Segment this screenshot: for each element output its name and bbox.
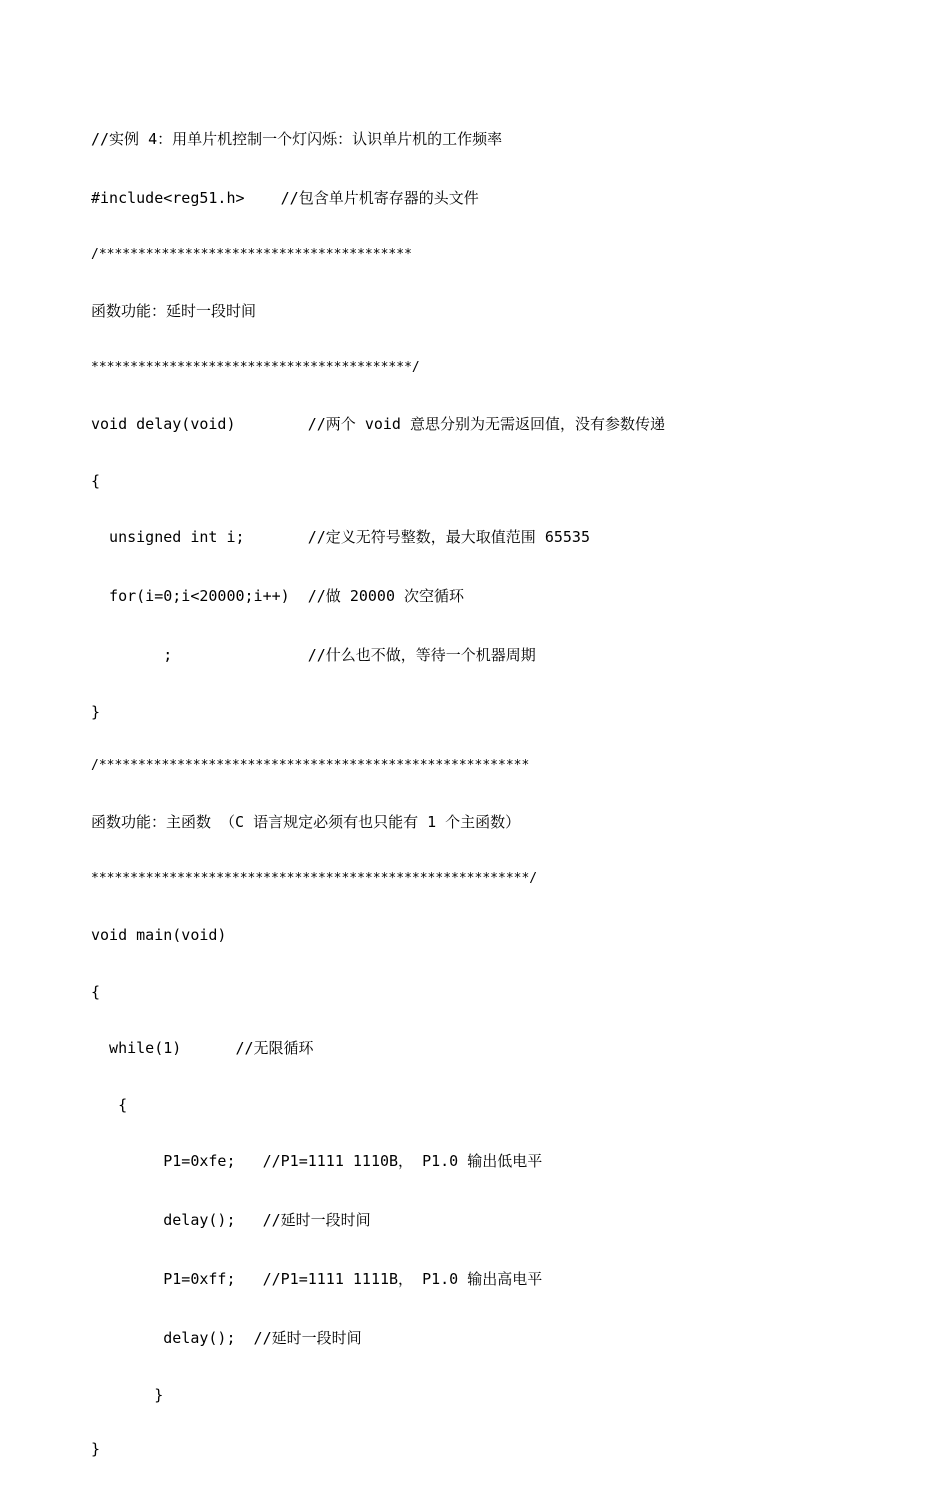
- while-loop-line: while(1) //无限循环: [91, 1039, 314, 1057]
- open-brace-line: {: [91, 983, 101, 1001]
- statement-line: P1=0xff; //P1=1111 1111B， P1.0 输出高电平: [91, 1270, 543, 1288]
- close-brace-line: }: [91, 1440, 101, 1458]
- comment-border-top: /****************************************: [91, 247, 412, 262]
- comment-border-bottom: *****************************************/: [91, 360, 420, 375]
- code-listing: [91, 92, 911, 1494]
- variable-declaration-line: unsigned int i; //定义无符号整数，最大取值范围 65535: [91, 528, 590, 546]
- delay-signature-line: void delay(void) //两个 void 意思分别为无需返回值，没有参数传递: [91, 415, 665, 433]
- empty-statement-line: ; //什么也不做，等待一个机器周期: [91, 646, 536, 664]
- function-description-line: 函数功能：延时一段时间: [91, 302, 257, 320]
- include-line: #include<reg51.h> //包含单片机寄存器的头文件: [91, 189, 479, 207]
- function-description-line: 函数功能：主函数 （C 语言规定必须有也只能有 1 个主函数）: [91, 813, 521, 831]
- for-loop-line: for(i=0;i<20000;i++) //做 20000 次空循环: [91, 587, 465, 605]
- main-signature-line: void main(void): [91, 926, 227, 944]
- title-comment-line: //实例 4：用单片机控制一个灯闪烁：认识单片机的工作频率: [91, 130, 503, 148]
- statement-line: delay(); //延时一段时间: [91, 1211, 371, 1229]
- open-brace-line: {: [91, 472, 101, 490]
- close-brace-line: }: [91, 703, 101, 721]
- comment-border-top: /*******************************************************: [91, 758, 530, 773]
- statement-line: delay(); //延时一段时间: [91, 1329, 362, 1347]
- close-brace-line: }: [91, 1386, 164, 1404]
- statement-line: P1=0xfe; //P1=1111 1110B， P1.0 输出低电平: [91, 1152, 543, 1170]
- comment-border-bottom: ********************************************************/: [91, 871, 538, 886]
- open-brace-line: {: [91, 1096, 128, 1114]
